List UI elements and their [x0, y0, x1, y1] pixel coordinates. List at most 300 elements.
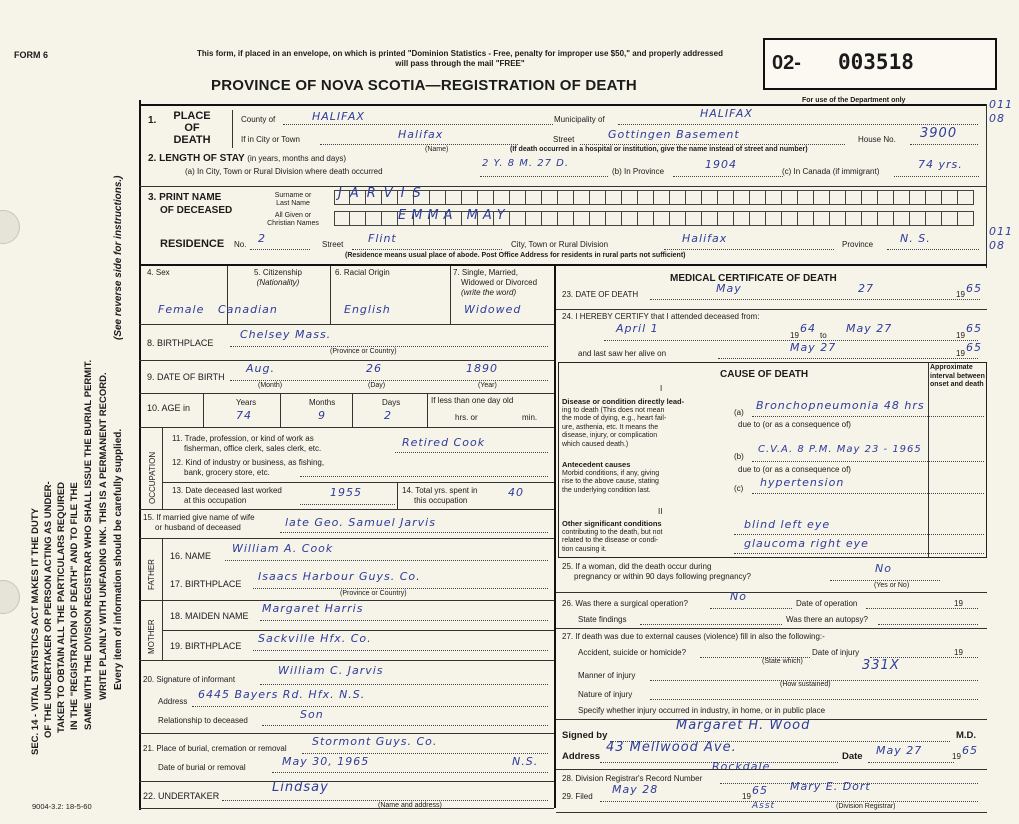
- age-days-value: 2: [384, 409, 392, 422]
- surgery-value: No: [730, 590, 747, 603]
- cause-b-line: [752, 461, 984, 462]
- interval-divider: [928, 362, 929, 558]
- manner-code: 331X: [862, 658, 900, 673]
- print-name-label-b: OF DECEASED: [160, 205, 233, 216]
- other-label-b: contributing to the death, but not: [562, 528, 663, 536]
- occupation-12-b: bank, grocery store, etc.: [184, 468, 270, 477]
- occupation-11-label: [172, 434, 321, 454]
- stay-canada-label: (c) In Canada (if immigrant): [782, 167, 880, 176]
- nature-line: [650, 699, 978, 700]
- marital-hint: (write the word): [461, 288, 517, 297]
- state-which-hint: (State which): [762, 658, 803, 665]
- cause-c-line: [752, 493, 984, 494]
- disease-label-f: which caused death.): [562, 440, 629, 448]
- father-name-value: William A. Cook: [232, 542, 334, 555]
- manner-label: Manner of injury: [578, 671, 636, 680]
- burial-place-line: [302, 753, 548, 754]
- disease-label-d: ure, asthenia, etc. It means the: [562, 423, 659, 431]
- residence-city-line: [664, 249, 834, 250]
- filed-line: [600, 801, 978, 802]
- signer-address-label: Address: [562, 751, 601, 762]
- given-label-a: All Given or: [274, 212, 312, 219]
- occupation-divider: [162, 482, 554, 483]
- dob-month: Aug.: [246, 362, 275, 375]
- age-divider-b: [280, 393, 281, 427]
- father-birthplace-label: 17. BIRTHPLACE: [170, 579, 242, 589]
- mother-maiden-line: [260, 620, 548, 621]
- other-label-d: tion causing it.: [562, 545, 607, 553]
- house-line: [910, 144, 978, 145]
- residence-province-label: Province: [842, 240, 874, 249]
- occupation-14-b: this occupation: [414, 496, 468, 505]
- length-of-stay-title: 2. LENGTH OF STAY: [148, 153, 245, 164]
- other-condition-1: blind left eye: [744, 518, 831, 531]
- last-saw-line: [718, 358, 978, 359]
- stay-canada-line: [894, 176, 979, 177]
- occupation-13-value: 1955: [330, 486, 362, 499]
- other-line-1: [734, 534, 984, 535]
- personal-section-top: [139, 264, 987, 266]
- row-divider-21: [139, 781, 554, 782]
- occupation-12-a: 12. Kind of industry or business, as fishing,: [172, 458, 325, 467]
- dob-line: [230, 380, 548, 381]
- cause-b-value: C.V.A. 8 P.M. May 23 - 1965: [758, 444, 922, 455]
- relationship-value: Son: [300, 708, 324, 721]
- occupation-14-label: [402, 486, 477, 506]
- attended-from-year-prefix: 19: [790, 331, 799, 340]
- department-use-note: For use of the Department only: [802, 97, 906, 104]
- attended-to-year: 65: [966, 322, 982, 335]
- attended-to-label: to: [820, 331, 827, 340]
- age-years-label: Years: [236, 398, 257, 407]
- age-label-text: 10. AGE: [147, 403, 181, 413]
- last-saw-year: 65: [966, 341, 982, 354]
- dob-year: 1890: [466, 362, 498, 375]
- occupation-13-line: [300, 504, 395, 505]
- mother-maiden-label: 18. MAIDEN NAME: [170, 611, 249, 621]
- place-label-c: DEATH: [173, 134, 211, 146]
- birthplace-value: Chelsey Mass.: [240, 328, 332, 341]
- county-line: [283, 124, 553, 125]
- side-instruction-7: Every item of information should be carefully supplied.: [113, 428, 124, 690]
- city-label: If in City or Town: [241, 135, 300, 144]
- stay-city-line: [480, 176, 608, 177]
- burial-place-label: 21. Place of burial, cremation or removal: [143, 744, 287, 753]
- side-instruction-8: (See reverse side for instructions.): [113, 175, 124, 340]
- informant-signature-value: William C. Jarvis: [278, 664, 384, 677]
- signer-address-value: 43 Mellwood Ave.: [606, 740, 737, 755]
- cause-a-label: (a): [734, 408, 744, 417]
- margin-code-top: 011 08: [989, 98, 1013, 125]
- row-divider-15: [139, 538, 554, 539]
- postage-notice: This form, if placed in an envelope, on which is printed "Dominion Statistics - Free, penalty for improper use $50," and properly addressed will pass through the mail "FREE": [197, 49, 723, 68]
- dob-month-hint: (Month): [258, 382, 283, 389]
- registrar-assistant: Asst: [752, 801, 776, 811]
- residence-city-label: City, Town or Rural Division: [511, 240, 609, 249]
- specify-label: Specify whether injury occurred in industry, in home, or in public place: [578, 706, 826, 715]
- given-name-label: [253, 212, 333, 228]
- autopsy-label: Was there an autopsy?: [786, 615, 868, 624]
- other-label-a: Other significant conditions: [562, 519, 662, 528]
- undertaker-value: Lindsay: [272, 780, 329, 795]
- surname-label-b: Last Name: [276, 200, 310, 207]
- roman-two: II: [658, 507, 663, 516]
- date-of-injury-label: Date of injury: [812, 648, 860, 657]
- municipality-label: Municipality of: [554, 115, 605, 124]
- occupation-13-b: at this occupation: [184, 496, 247, 505]
- registrar-signature: Mary E. Dort: [790, 780, 871, 793]
- signature-date-value: May 27: [876, 744, 923, 757]
- disease-label: [562, 398, 684, 449]
- street-line: [580, 144, 845, 145]
- father-birthplace-value: Isaacs Harbour Guys. Co.: [258, 570, 421, 583]
- marital-label-b: Widowed or Divorced: [461, 278, 538, 287]
- row-divider-4: [139, 324, 554, 325]
- spouse-label: [143, 513, 255, 533]
- certify-label: 24. I HEREBY CERTIFY that I attended deceased from:: [562, 312, 760, 321]
- racial-origin-value: English: [344, 303, 391, 316]
- citizenship-divider: [330, 266, 331, 324]
- state-findings-label: State findings: [578, 615, 627, 624]
- spouse-label-b: or husband of deceased: [155, 523, 241, 532]
- county-value: HALIFAX: [312, 110, 365, 123]
- punch-hole-bottom: [0, 580, 20, 614]
- residence-note: (Residence means usual place of abode. Post Office Address for residents in rural parts not sufficient): [345, 252, 686, 259]
- roman-one: I: [660, 384, 663, 393]
- marital-label: [453, 268, 537, 298]
- municipality-line: [618, 124, 978, 125]
- medical-divider-23: [556, 309, 987, 310]
- occupation-11-b: fisherman, office clerk, sales clerk, etc.: [184, 444, 322, 453]
- surname-label-a: Surname or: [274, 192, 312, 199]
- antecedent-label-d: the underlying condition last.: [562, 486, 651, 494]
- name-section-top: [139, 186, 987, 187]
- informant-address-value: 6445 Bayers Rd. Hfx. N.S.: [198, 688, 366, 701]
- pregnancy-line: [830, 580, 940, 581]
- center-divider: [554, 264, 556, 808]
- given-name-value: EMMA MAY: [398, 208, 510, 223]
- due-to-b: due to (or as a consequence of): [738, 465, 851, 474]
- last-saw-label: and last saw her alive on: [578, 349, 667, 358]
- disease-label-e: disease, injury, or complication: [562, 432, 658, 439]
- marital-label-a: 7. Single, Married,: [453, 268, 518, 277]
- row-divider-17: [139, 600, 554, 601]
- pregnancy-label-b: pregnancy or within 90 days following pregnancy?: [574, 572, 751, 581]
- citizenship-label-text: 5. Citizenship: [253, 268, 303, 277]
- age-divider-a: [203, 393, 204, 427]
- father-bracket: [162, 538, 163, 600]
- informant-address-line: [192, 706, 548, 707]
- place-of-death-label: [162, 110, 222, 146]
- medical-bottom-border: [556, 812, 987, 813]
- row-divider-10: [139, 427, 554, 428]
- md-label: M.D.: [956, 730, 977, 741]
- pregnancy-value: No: [875, 562, 892, 575]
- row-divider-19: [139, 660, 554, 661]
- print-name-label-a: 3. PRINT NAME: [148, 192, 222, 203]
- print-name-label: [148, 191, 232, 217]
- injury-year-prefix: 19: [954, 648, 963, 657]
- other-line-2: [734, 553, 984, 554]
- stay-province-label: (b) In Province: [612, 167, 665, 176]
- father-name-line: [225, 560, 548, 561]
- father-name-label: 16. NAME: [170, 551, 212, 561]
- residence-label: RESIDENCE: [160, 238, 225, 250]
- how-sustained-hint: (How sustained): [780, 681, 831, 688]
- residence-no-label: No.: [234, 240, 247, 249]
- birthplace-line: [230, 346, 548, 347]
- accident-label: Accident, suicide or homicide?: [578, 648, 687, 657]
- undertaker-label: 22. UNDERTAKER: [143, 791, 220, 801]
- date-of-death-label: 23. DATE OF DEATH: [562, 290, 639, 299]
- mother-birthplace-label: 19. BIRTHPLACE: [170, 641, 242, 651]
- registrar-hint: (Division Registrar): [836, 803, 896, 810]
- stay-province-line: [673, 176, 783, 177]
- other-label-c: related to the disease or condi-: [562, 537, 659, 544]
- stay-city-label: (a) In City, Town or Rural Division where death occurred: [185, 167, 383, 176]
- disease-label-c: the mode of dying, e.g., heart fail-: [562, 415, 667, 422]
- informant-signature-line: [260, 684, 548, 685]
- mother-vertical-label: MOTHER: [147, 619, 156, 654]
- attended-from: April 1: [616, 322, 659, 335]
- occupation-13-label: [172, 486, 282, 506]
- place-label-b: OF: [184, 122, 200, 134]
- antecedent-label-c: rise to the above cause, stating: [562, 478, 659, 485]
- informant-address-label: Address: [158, 697, 188, 706]
- house-label: House No.: [858, 135, 896, 144]
- residence-no-line: [250, 249, 310, 250]
- age-min-label: min.: [522, 413, 538, 422]
- municipality-value: HALIFAX: [700, 107, 753, 120]
- residence-no-value: 2: [258, 232, 266, 245]
- place-label-a: PLACE: [173, 110, 211, 122]
- age-hrs-label: hrs. or: [455, 413, 478, 422]
- signature-date-label: Date: [842, 751, 863, 762]
- signed-by-label: Signed by: [562, 730, 608, 741]
- registrar-record-label: 28. Division Registrar's Record Number: [562, 774, 703, 783]
- medical-divider-26: [556, 628, 987, 629]
- spouse-value: late Geo. Samuel Jarvis: [285, 516, 436, 529]
- filed-label: 29. Filed: [562, 792, 593, 801]
- racial-divider: [450, 266, 451, 324]
- given-label-b: Christian Names: [267, 220, 319, 227]
- antecedent-label-a: Antecedent causes: [562, 460, 631, 469]
- mother-birthplace-value: Sackville Hfx. Co.: [258, 632, 372, 645]
- relationship-line: [262, 725, 548, 726]
- row-divider-8: [139, 360, 554, 361]
- surname-value: JARVIS: [338, 186, 429, 201]
- form-frame-left: [139, 100, 141, 810]
- street-label: Street: [553, 135, 575, 144]
- surname-boxes: [334, 190, 974, 205]
- margin-code-middle: 011 08: [989, 225, 1013, 252]
- residence-province-value: N. S.: [900, 232, 931, 245]
- age-days-label: Days: [382, 398, 401, 407]
- dob-day-hint: (Day): [368, 382, 386, 389]
- filed-year: 65: [752, 784, 768, 797]
- punch-hole-top: [0, 210, 20, 244]
- racial-origin-label: 6. Racial Origin: [335, 268, 390, 277]
- registration-number: 003518: [838, 50, 914, 74]
- father-vertical-label: FATHER: [147, 559, 156, 590]
- interval-label: Approximate interval between onset and death: [930, 364, 985, 388]
- occupation-14-divider: [397, 482, 398, 509]
- stay-canada-value: 74 yrs.: [918, 158, 963, 171]
- other-conditions-label: [562, 520, 662, 554]
- age-less-than-label: If less than one day old: [431, 396, 514, 405]
- dob-day: 26: [366, 362, 382, 375]
- residence-street-label: Street: [322, 240, 344, 249]
- spouse-label-a: 15. If married give name of wife: [143, 513, 255, 522]
- cause-of-death-title: CAUSE OF DEATH: [720, 369, 809, 380]
- residence-city-value: Halifax: [682, 232, 728, 245]
- citizenship-value: Canadian: [218, 303, 278, 316]
- pregnancy-label-a: 25. If a woman, did the death occur during: [562, 562, 712, 571]
- mother-birthplace-line: [253, 650, 548, 651]
- mother-divider: [162, 630, 554, 631]
- cause-b-label: (b): [734, 452, 744, 461]
- due-to-a: due to (or as a consequence of): [738, 420, 851, 429]
- age-in: in: [183, 403, 191, 413]
- residence-street-line: [352, 249, 502, 250]
- left-bottom-border: [139, 808, 554, 809]
- attended-from-year: 64: [800, 322, 816, 335]
- filed-year-prefix: 19: [742, 792, 751, 801]
- antecedent-label-b: Morbid conditions, if any, giving: [562, 469, 660, 477]
- citizenship-label: [230, 268, 326, 288]
- sex-label: 4. Sex: [147, 268, 170, 277]
- stay-province-value: 1904: [705, 158, 737, 171]
- yes-no-hint: (Yes or No): [874, 582, 910, 589]
- date-of-death-line: [650, 299, 980, 300]
- attended-to: May 27: [846, 322, 893, 335]
- nature-label: Nature of injury: [578, 690, 633, 699]
- occupation-11-a: 11. Trade, profession, or kind of work as: [172, 434, 314, 443]
- filed-value: May 28: [612, 783, 659, 796]
- cause-c-value: hypertension: [760, 476, 845, 489]
- burial-date-province: N.S.: [512, 755, 539, 768]
- medical-certificate-title: MEDICAL CERTIFICATE OF DEATH: [670, 273, 837, 284]
- burial-date-line: [272, 772, 548, 773]
- occupation-14-a: 14. Total yrs. spent in: [402, 486, 478, 495]
- row-divider-14: [139, 509, 554, 510]
- place-of-death-number: 1.: [148, 115, 157, 126]
- city-line: [320, 144, 518, 145]
- cause-c-label: (c): [734, 484, 744, 493]
- city-value: Halifax: [398, 128, 444, 141]
- external-causes-label: 27. If death was due to external causes (violence) fill in also the following:-: [562, 632, 825, 641]
- occupation-vertical-label: OCCUPATION: [148, 451, 157, 504]
- county-label: County of: [241, 115, 276, 124]
- residence-street-value: Flint: [368, 232, 397, 245]
- length-of-stay-hint: (in years, months and days): [247, 154, 346, 163]
- hospital-note: (If death occurred in a hospital or institution, give the name instead of street and number): [510, 146, 808, 153]
- date-of-death-year: 65: [966, 282, 982, 295]
- citizenship-hint: (Nationality): [256, 278, 300, 287]
- age-years-value: 74: [236, 409, 252, 422]
- side-instruction-2: OF THE UNDERTAKER OR PERSON ACTING AS UNDER-: [43, 481, 54, 738]
- medical-divider-signature: [556, 769, 987, 770]
- dob-label: 9. DATE OF BIRTH: [147, 372, 225, 382]
- age-divider-c: [352, 393, 353, 427]
- surgery-label: 26. Was there a surgical operation?: [562, 599, 688, 608]
- street-value: Gottingen Basement: [608, 128, 740, 141]
- operation-year-prefix: 19: [954, 599, 963, 608]
- disease-label-a: Disease or condition directly lead-: [562, 397, 685, 406]
- age-label: [147, 403, 190, 413]
- marital-value: Widowed: [464, 303, 522, 316]
- signature-date-line: [868, 762, 954, 763]
- side-instruction-4: IN THE "REGISTRATION OF DEATH" AND TO FILE THE: [69, 482, 80, 730]
- age-divider-d: [427, 393, 428, 427]
- burial-date-label: Date of burial or removal: [158, 763, 246, 772]
- father-birthplace-line: [253, 588, 548, 589]
- date-of-death-year-prefix: 19: [956, 290, 965, 299]
- form-number: FORM 6: [14, 50, 49, 60]
- occupation-12-line: [300, 476, 548, 477]
- occupation-13-a: 13. Date deceased last worked: [172, 486, 282, 495]
- birthplace-label: 8. BIRTHPLACE: [147, 338, 214, 348]
- operation-date-label: Date of operation: [796, 599, 858, 608]
- undertaker-hint: (Name and address): [378, 802, 442, 809]
- residence-province-line: [887, 249, 979, 250]
- date-of-death-day: 27: [858, 282, 874, 295]
- occupation-12-label: [172, 458, 324, 478]
- signer-address-value-2: Rockdale: [712, 760, 771, 773]
- row-divider-9: [139, 393, 554, 394]
- side-instruction-6: WRITE PLAINLY WITH UNFADING INK. THIS IS A PERMANENT RECORD.: [98, 372, 109, 700]
- attended-to-year-prefix: 19: [956, 331, 965, 340]
- burial-place-value: Stormont Guys. Co.: [312, 735, 438, 748]
- informant-signature-label: 20. Signature of informant: [143, 675, 236, 684]
- age-months-label: Months: [309, 398, 336, 407]
- place-bracket: [232, 110, 233, 148]
- sex-value: Female: [158, 303, 205, 316]
- occupation-11-value: Retired Cook: [402, 436, 486, 449]
- side-instruction-5: SAME WITH THE DIVISION REGISTRAR WHO SHALL ISSUE THE BURIAL PERMIT.: [83, 359, 94, 730]
- last-saw-year-prefix: 19: [956, 349, 965, 358]
- length-of-stay-label: [148, 153, 346, 164]
- form-code: 9004-3.2: 18-5-60: [32, 802, 92, 811]
- signature-date-year-prefix: 19: [952, 752, 961, 761]
- registration-prefix: 02-: [772, 52, 801, 74]
- signed-by-value: Margaret H. Wood: [676, 718, 811, 733]
- antecedent-label: [562, 461, 659, 495]
- row-divider-20: [139, 733, 554, 734]
- autopsy-line: [878, 624, 978, 625]
- last-saw-value: May 27: [790, 341, 837, 354]
- form-frame-top: [139, 104, 987, 106]
- city-name-hint: (Name): [425, 146, 449, 153]
- occupation-bracket: [162, 427, 163, 509]
- surgery-line: [710, 608, 792, 609]
- cause-a-value: Bronchopneumonia 48 hrs: [756, 399, 925, 412]
- dob-year-hint: (Year): [478, 382, 497, 389]
- stay-city-value: 2 Y. 8 M. 27 D.: [482, 158, 570, 169]
- other-condition-2: glaucoma right eye: [744, 537, 869, 550]
- side-instruction-1: SEC. 14 - VITAL STATISTICS ACT MAKES IT THE DUTY: [30, 507, 41, 755]
- occupation-14-value: 40: [508, 486, 524, 499]
- state-findings-line: [640, 624, 782, 625]
- surname-label: [253, 192, 333, 208]
- form-title: PROVINCE OF NOVA SCOTIA—REGISTRATION OF DEATH: [211, 77, 637, 94]
- house-value: 3900: [920, 126, 958, 141]
- cause-a-line: [752, 416, 984, 417]
- undertaker-line: [222, 800, 548, 801]
- burial-date-value: May 30, 1965: [282, 755, 370, 768]
- relationship-label: Relationship to deceased: [158, 716, 248, 725]
- pregnancy-label: [562, 562, 751, 582]
